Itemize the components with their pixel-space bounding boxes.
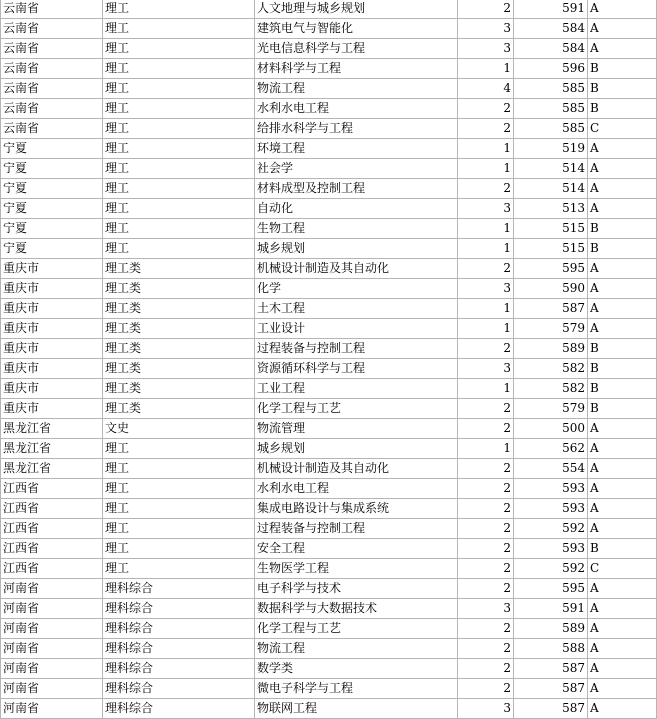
province-cell: 河南省 [1,659,103,679]
category-cell: 理工 [103,199,255,219]
score-cell: 579 [514,319,588,339]
grade-cell: A [588,419,657,439]
major-cell: 机械设计制造及其自动化 [255,259,458,279]
major-cell: 化学工程与工艺 [255,619,458,639]
table-row [1,639,657,659]
table-row [1,399,657,419]
table-row [1,79,657,99]
quota-cell: 2 [458,579,514,599]
province-cell: 云南省 [1,119,103,139]
quota-cell: 2 [458,539,514,559]
table-row [1,519,657,539]
table-row [1,139,657,159]
category-cell: 理工类 [103,379,255,399]
major-cell: 社会学 [255,159,458,179]
score-cell: 584 [514,19,588,39]
quota-cell: 2 [458,339,514,359]
table-row [1,99,657,119]
quota-cell: 2 [458,679,514,699]
category-cell: 理工 [103,519,255,539]
major-cell: 材料科学与工程 [255,59,458,79]
category-cell: 理工 [103,479,255,499]
table-row [1,339,657,359]
province-cell: 宁夏 [1,219,103,239]
category-cell: 理工 [103,99,255,119]
category-cell: 理工 [103,119,255,139]
category-cell: 文史 [103,419,255,439]
province-cell: 重庆市 [1,319,103,339]
score-cell: 587 [514,659,588,679]
grade-cell: A [588,19,657,39]
table-row [1,119,657,139]
score-cell: 582 [514,379,588,399]
major-cell: 物流工程 [255,79,458,99]
score-cell: 500 [514,419,588,439]
quota-cell: 1 [458,59,514,79]
category-cell: 理科综合 [103,579,255,599]
province-cell: 黑龙江省 [1,439,103,459]
grade-cell: A [588,479,657,499]
province-cell: 黑龙江省 [1,419,103,439]
province-cell: 河南省 [1,699,103,719]
quota-cell: 2 [458,619,514,639]
score-cell: 592 [514,559,588,579]
table-row [1,419,657,439]
major-cell: 安全工程 [255,539,458,559]
grade-cell: C [588,559,657,579]
quota-cell: 1 [458,139,514,159]
category-cell: 理工类 [103,359,255,379]
quota-cell: 2 [458,179,514,199]
major-cell: 水利水电工程 [255,479,458,499]
table-row [1,539,657,559]
province-cell: 重庆市 [1,339,103,359]
category-cell: 理工 [103,19,255,39]
province-cell: 重庆市 [1,379,103,399]
major-cell: 城乡规划 [255,239,458,259]
category-cell: 理工 [103,139,255,159]
grade-cell: A [588,459,657,479]
table-row [1,219,657,239]
major-cell: 城乡规划 [255,439,458,459]
grade-cell: A [588,199,657,219]
category-cell: 理工 [103,0,255,19]
grade-cell: B [588,59,657,79]
category-cell: 理工 [103,559,255,579]
province-cell: 云南省 [1,19,103,39]
grade-cell: B [588,339,657,359]
score-cell: 591 [514,0,588,19]
score-cell: 587 [514,679,588,699]
grade-cell: A [588,639,657,659]
grade-cell: A [588,259,657,279]
score-cell: 514 [514,179,588,199]
table-row [1,659,657,679]
quota-cell: 2 [458,0,514,19]
grade-cell: A [588,499,657,519]
quota-cell: 3 [458,699,514,719]
province-cell: 河南省 [1,579,103,599]
table-row [1,259,657,279]
major-cell: 过程装备与控制工程 [255,519,458,539]
score-cell: 587 [514,299,588,319]
major-cell: 化学工程与工艺 [255,399,458,419]
table-body [1,0,657,719]
grade-cell: A [588,599,657,619]
major-cell: 物流管理 [255,419,458,439]
quota-cell: 2 [458,459,514,479]
quota-cell: 2 [458,99,514,119]
major-cell: 微电子科学与工程 [255,679,458,699]
province-cell: 江西省 [1,499,103,519]
province-cell: 重庆市 [1,279,103,299]
category-cell: 理科综合 [103,619,255,639]
province-cell: 江西省 [1,479,103,499]
grade-cell: A [588,659,657,679]
grade-cell: A [588,699,657,719]
grade-cell: C [588,119,657,139]
grade-cell: B [588,79,657,99]
score-cell: 513 [514,199,588,219]
province-cell: 重庆市 [1,359,103,379]
major-cell: 数据科学与大数据技术 [255,599,458,619]
category-cell: 理科综合 [103,699,255,719]
category-cell: 理工 [103,79,255,99]
province-cell: 云南省 [1,39,103,59]
quota-cell: 1 [458,379,514,399]
score-cell: 589 [514,339,588,359]
category-cell: 理工 [103,499,255,519]
score-cell: 514 [514,159,588,179]
score-cell: 588 [514,639,588,659]
quota-cell: 2 [458,659,514,679]
category-cell: 理科综合 [103,639,255,659]
table-row [1,199,657,219]
province-cell: 重庆市 [1,299,103,319]
grade-cell: B [588,219,657,239]
table-row [1,159,657,179]
major-cell: 自动化 [255,199,458,219]
quota-cell: 1 [458,159,514,179]
quota-cell: 2 [458,639,514,659]
major-cell: 建筑电气与智能化 [255,19,458,39]
score-cell: 592 [514,519,588,539]
quota-cell: 3 [458,199,514,219]
major-cell: 物联网工程 [255,699,458,719]
quota-cell: 2 [458,499,514,519]
table-row [1,599,657,619]
quota-cell: 1 [458,219,514,239]
grade-cell: A [588,299,657,319]
category-cell: 理工 [103,59,255,79]
table-row [1,579,657,599]
quota-cell: 1 [458,319,514,339]
major-cell: 生物医学工程 [255,559,458,579]
grade-cell: A [588,319,657,339]
quota-cell: 2 [458,259,514,279]
province-cell: 云南省 [1,79,103,99]
grade-cell: A [588,0,657,19]
table-row [1,479,657,499]
score-cell: 589 [514,619,588,639]
major-cell: 人文地理与城乡规划 [255,0,458,19]
quota-cell: 1 [458,299,514,319]
grade-cell: B [588,399,657,419]
grade-cell: A [588,579,657,599]
grade-cell: A [588,39,657,59]
major-cell: 光电信息科学与工程 [255,39,458,59]
province-cell: 云南省 [1,99,103,119]
score-cell: 593 [514,479,588,499]
province-cell: 宁夏 [1,239,103,259]
major-cell: 生物工程 [255,219,458,239]
quota-cell: 4 [458,79,514,99]
quota-cell: 1 [458,439,514,459]
score-cell: 593 [514,499,588,519]
table-row [1,359,657,379]
major-cell: 材料成型及控制工程 [255,179,458,199]
grade-cell: A [588,139,657,159]
major-cell: 数学类 [255,659,458,679]
table-row [1,439,657,459]
grade-cell: A [588,519,657,539]
province-cell: 河南省 [1,679,103,699]
major-cell: 给排水科学与工程 [255,119,458,139]
table-row [1,19,657,39]
score-cell: 593 [514,539,588,559]
province-cell: 江西省 [1,539,103,559]
major-cell: 水利水电工程 [255,99,458,119]
quota-cell: 2 [458,479,514,499]
province-cell: 黑龙江省 [1,459,103,479]
grade-cell: B [588,539,657,559]
major-cell: 环境工程 [255,139,458,159]
table-row [1,499,657,519]
score-cell: 585 [514,99,588,119]
category-cell: 理工 [103,39,255,59]
score-cell: 554 [514,459,588,479]
score-cell: 585 [514,119,588,139]
province-cell: 河南省 [1,599,103,619]
province-cell: 重庆市 [1,259,103,279]
table-row [1,459,657,479]
quota-cell: 3 [458,39,514,59]
category-cell: 理工 [103,539,255,559]
score-cell: 515 [514,239,588,259]
score-cell: 596 [514,59,588,79]
score-cell: 579 [514,399,588,419]
major-cell: 集成电路设计与集成系统 [255,499,458,519]
category-cell: 理工类 [103,259,255,279]
quota-cell: 3 [458,279,514,299]
table-row [1,619,657,639]
province-cell: 宁夏 [1,139,103,159]
quota-cell: 3 [458,359,514,379]
quota-cell: 1 [458,239,514,259]
score-cell: 585 [514,79,588,99]
table-row [1,59,657,79]
table-row [1,39,657,59]
province-cell: 宁夏 [1,199,103,219]
grade-cell: B [588,359,657,379]
grade-cell: A [588,619,657,639]
major-cell: 化学 [255,279,458,299]
category-cell: 理科综合 [103,679,255,699]
quota-cell: 2 [458,559,514,579]
grade-cell: B [588,239,657,259]
grade-cell: B [588,379,657,399]
table-row [1,179,657,199]
major-cell: 机械设计制造及其自动化 [255,459,458,479]
table-row [1,279,657,299]
table-row [1,299,657,319]
grade-cell: A [588,679,657,699]
score-cell: 587 [514,699,588,719]
quota-cell: 2 [458,519,514,539]
score-cell: 515 [514,219,588,239]
score-cell: 591 [514,599,588,619]
major-cell: 电子科学与技术 [255,579,458,599]
table-row [1,379,657,399]
category-cell: 理工类 [103,319,255,339]
category-cell: 理工类 [103,399,255,419]
province-cell: 江西省 [1,559,103,579]
category-cell: 理工 [103,459,255,479]
quota-cell: 2 [458,119,514,139]
major-cell: 资源循环科学与工程 [255,359,458,379]
category-cell: 理工 [103,179,255,199]
province-cell: 云南省 [1,0,103,19]
province-cell: 宁夏 [1,179,103,199]
score-cell: 595 [514,259,588,279]
province-cell: 河南省 [1,619,103,639]
grade-cell: A [588,279,657,299]
quota-cell: 3 [458,19,514,39]
category-cell: 理工 [103,439,255,459]
category-cell: 理工 [103,239,255,259]
table-row [1,0,657,19]
category-cell: 理科综合 [103,599,255,619]
major-cell: 工业设计 [255,319,458,339]
category-cell: 理工 [103,159,255,179]
quota-cell: 3 [458,599,514,619]
table-row [1,319,657,339]
score-cell: 562 [514,439,588,459]
score-cell: 584 [514,39,588,59]
quota-cell: 2 [458,399,514,419]
province-cell: 云南省 [1,59,103,79]
table-row [1,699,657,719]
category-cell: 理工类 [103,339,255,359]
score-cell: 519 [514,139,588,159]
major-cell: 土木工程 [255,299,458,319]
province-cell: 宁夏 [1,159,103,179]
province-cell: 河南省 [1,639,103,659]
category-cell: 理工类 [103,299,255,319]
grade-cell: A [588,179,657,199]
grade-cell: A [588,439,657,459]
category-cell: 理工 [103,219,255,239]
province-cell: 江西省 [1,519,103,539]
grade-cell: B [588,99,657,119]
grade-cell: A [588,159,657,179]
table-row [1,559,657,579]
score-cell: 582 [514,359,588,379]
major-cell: 工业工程 [255,379,458,399]
table-row [1,679,657,699]
province-cell: 重庆市 [1,399,103,419]
major-cell: 物流工程 [255,639,458,659]
major-cell: 过程装备与控制工程 [255,339,458,359]
category-cell: 理工类 [103,279,255,299]
score-cell: 590 [514,279,588,299]
table-row [1,239,657,259]
category-cell: 理科综合 [103,659,255,679]
quota-cell: 2 [458,419,514,439]
score-cell: 595 [514,579,588,599]
